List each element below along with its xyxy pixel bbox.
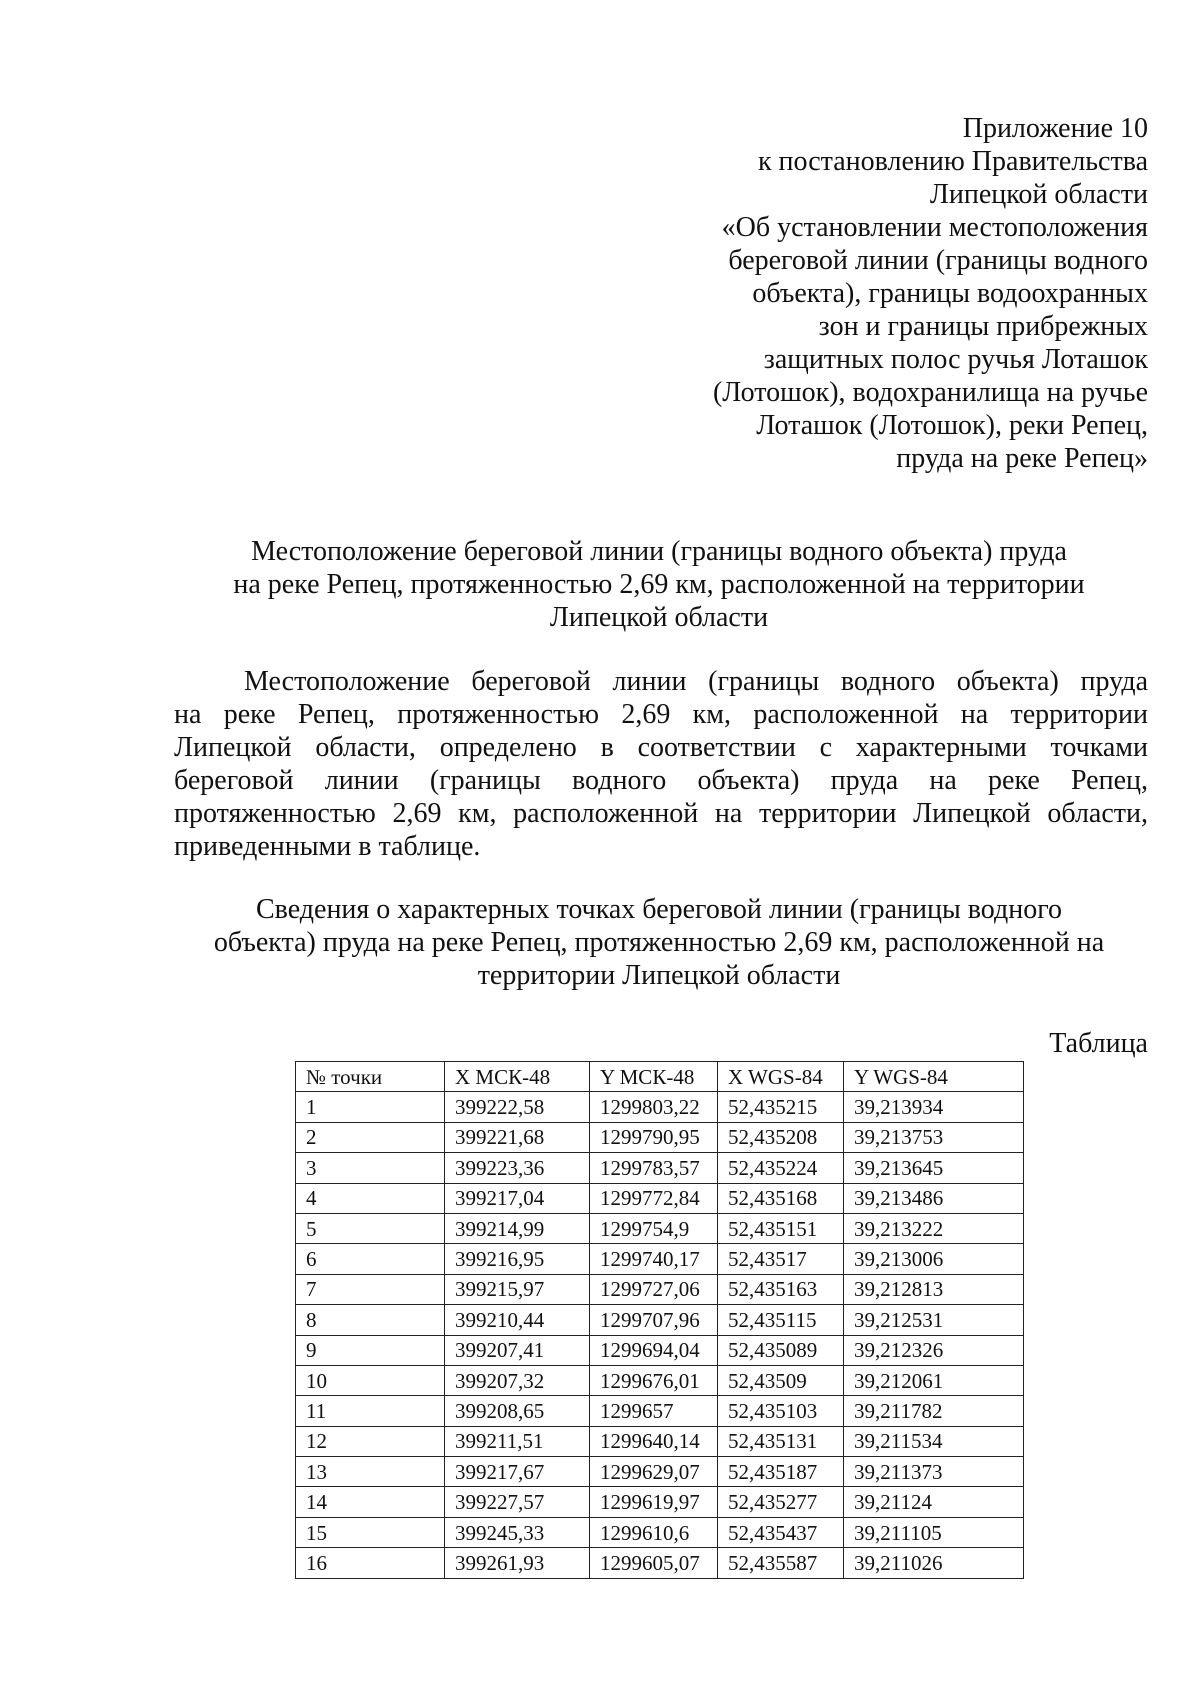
cell-point-number: 14 xyxy=(296,1487,445,1517)
cell-x-msk48: 399211,51 xyxy=(445,1426,590,1456)
table-row xyxy=(296,1487,1024,1517)
cell-y-wgs84: 39,211373 xyxy=(844,1457,1024,1487)
cell-y-msk48: 1299657 xyxy=(590,1396,718,1426)
cell-y-msk48: 1299629,07 xyxy=(590,1457,718,1487)
cell-x-msk48: 399214,99 xyxy=(445,1213,590,1243)
cell-x-wgs84: 52,435437 xyxy=(718,1517,844,1547)
cell-y-msk48: 1299754,9 xyxy=(590,1213,718,1243)
cell-x-wgs84: 52,435587 xyxy=(718,1548,844,1578)
cell-point-number: 3 xyxy=(296,1153,445,1183)
cell-x-wgs84: 52,435168 xyxy=(718,1183,844,1213)
cell-x-msk48: 399227,57 xyxy=(445,1487,590,1517)
appendix-line: объекта), границы водоохранных xyxy=(752,278,1148,309)
cell-y-wgs84: 39,213753 xyxy=(844,1122,1024,1152)
appendix-header xyxy=(600,112,1148,475)
cell-x-msk48: 399217,04 xyxy=(445,1183,590,1213)
cell-point-number: 2 xyxy=(296,1122,445,1152)
table-row xyxy=(296,1274,1024,1304)
cell-y-wgs84: 39,211105 xyxy=(844,1517,1024,1547)
cell-x-wgs84: 52,435103 xyxy=(718,1396,844,1426)
cell-y-wgs84: 39,212061 xyxy=(844,1365,1024,1395)
appendix-line: (Лотошок), водохранилища на ручье xyxy=(712,377,1148,408)
column-header-x-msk48: X МСК-48 xyxy=(445,1062,590,1092)
cell-y-wgs84: 39,21124 xyxy=(844,1487,1024,1517)
cell-x-wgs84: 52,435277 xyxy=(718,1487,844,1517)
cell-x-msk48: 399221,68 xyxy=(445,1122,590,1152)
cell-x-msk48: 399208,65 xyxy=(445,1396,590,1426)
cell-x-wgs84: 52,43517 xyxy=(718,1244,844,1274)
cell-point-number: 6 xyxy=(296,1244,445,1274)
appendix-line: пруда на реке Репец» xyxy=(896,443,1148,474)
cell-point-number: 12 xyxy=(296,1426,445,1456)
table-label: Таблица xyxy=(1049,1028,1148,1059)
table-row xyxy=(296,1426,1024,1456)
table-body xyxy=(296,1092,1024,1578)
table-row xyxy=(296,1213,1024,1243)
cell-x-msk48: 399210,44 xyxy=(445,1305,590,1335)
appendix-line: «Об установлении местоположения xyxy=(721,212,1148,243)
cell-y-msk48: 1299605,07 xyxy=(590,1548,718,1578)
cell-x-msk48: 399207,41 xyxy=(445,1335,590,1365)
table-row xyxy=(296,1517,1024,1547)
document-title xyxy=(170,535,1148,634)
cell-y-msk48: 1299694,04 xyxy=(590,1335,718,1365)
cell-x-msk48: 399222,58 xyxy=(445,1092,590,1122)
cell-x-msk48: 399223,36 xyxy=(445,1153,590,1183)
title-line: Местоположение береговой линии (границы водного объекта) пруда xyxy=(251,536,1067,567)
cell-y-msk48: 1299707,96 xyxy=(590,1305,718,1335)
cell-y-msk48: 1299640,14 xyxy=(590,1426,718,1456)
cell-y-msk48: 1299676,01 xyxy=(590,1365,718,1395)
cell-y-msk48: 1299619,97 xyxy=(590,1487,718,1517)
column-header-x-wgs84: X WGS-84 xyxy=(718,1062,844,1092)
cell-point-number: 15 xyxy=(296,1517,445,1547)
body-paragraph xyxy=(174,665,1148,863)
cell-y-wgs84: 39,213006 xyxy=(844,1244,1024,1274)
cell-point-number: 1 xyxy=(296,1092,445,1122)
cell-x-msk48: 399261,93 xyxy=(445,1548,590,1578)
cell-point-number: 4 xyxy=(296,1183,445,1213)
cell-y-wgs84: 39,213486 xyxy=(844,1183,1024,1213)
column-header-y-wgs84: Y WGS-84 xyxy=(844,1062,1024,1092)
cell-y-msk48: 1299783,57 xyxy=(590,1153,718,1183)
cell-point-number: 16 xyxy=(296,1548,445,1578)
cell-y-wgs84: 39,213934 xyxy=(844,1092,1024,1122)
table-row xyxy=(296,1365,1024,1395)
cell-x-msk48: 399216,95 xyxy=(445,1244,590,1274)
cell-x-msk48: 399217,67 xyxy=(445,1457,590,1487)
table-row xyxy=(296,1183,1024,1213)
table-caption xyxy=(170,893,1148,992)
cell-point-number: 7 xyxy=(296,1274,445,1304)
column-header-y-msk48: Y МСК-48 xyxy=(590,1062,718,1092)
table-caption-line: Сведения о характерных точках береговой линии (границы водного xyxy=(255,894,1062,925)
cell-point-number: 10 xyxy=(296,1365,445,1395)
cell-y-msk48: 1299803,22 xyxy=(590,1092,718,1122)
cell-point-number: 8 xyxy=(296,1305,445,1335)
cell-x-wgs84: 52,435208 xyxy=(718,1122,844,1152)
column-header-point-number: № точки xyxy=(296,1062,445,1092)
table-row xyxy=(296,1396,1024,1426)
coordinates-table xyxy=(295,1061,1024,1579)
cell-x-wgs84: 52,435187 xyxy=(718,1457,844,1487)
cell-x-wgs84: 52,435215 xyxy=(718,1092,844,1122)
cell-y-msk48: 1299740,17 xyxy=(590,1244,718,1274)
cell-y-msk48: 1299610,6 xyxy=(590,1517,718,1547)
table-header-row xyxy=(296,1062,1024,1092)
cell-y-wgs84: 39,212813 xyxy=(844,1274,1024,1304)
cell-x-wgs84: 52,435115 xyxy=(718,1305,844,1335)
cell-y-msk48: 1299772,84 xyxy=(590,1183,718,1213)
appendix-line: зон и границы прибрежных xyxy=(818,311,1148,342)
appendix-line: к постановлению Правительства xyxy=(757,146,1148,177)
cell-y-wgs84: 39,211026 xyxy=(844,1548,1024,1578)
cell-point-number: 13 xyxy=(296,1457,445,1487)
body-line: протяженностью 2,69 км, расположенной на территории Липецкой области, xyxy=(174,798,1148,829)
cell-x-wgs84: 52,435163 xyxy=(718,1274,844,1304)
body-line: приведенными в таблице. xyxy=(174,831,481,862)
cell-point-number: 5 xyxy=(296,1213,445,1243)
title-line: на реке Репец, протяженностью 2,69 км, расположенной на территории xyxy=(233,569,1085,600)
cell-x-wgs84: 52,435224 xyxy=(718,1153,844,1183)
appendix-line: Лоташок (Лотошок), реки Репец, xyxy=(756,410,1148,441)
cell-y-wgs84: 39,211534 xyxy=(844,1426,1024,1456)
appendix-line: Липецкой области xyxy=(929,179,1148,210)
cell-y-wgs84: 39,211782 xyxy=(844,1396,1024,1426)
body-line: на реке Репец, протяженностью 2,69 км, расположенной на территории xyxy=(174,699,1148,730)
table-row xyxy=(296,1153,1024,1183)
cell-y-wgs84: 39,212326 xyxy=(844,1335,1024,1365)
table-row xyxy=(296,1122,1024,1152)
cell-x-msk48: 399245,33 xyxy=(445,1517,590,1547)
table-row xyxy=(296,1457,1024,1487)
title-line: Липецкой области xyxy=(549,602,769,633)
appendix-line: береговой линии (границы водного xyxy=(728,245,1148,276)
table-row xyxy=(296,1092,1024,1122)
cell-x-wgs84: 52,435131 xyxy=(718,1426,844,1456)
cell-point-number: 11 xyxy=(296,1396,445,1426)
cell-x-msk48: 399207,32 xyxy=(445,1365,590,1395)
body-line: Липецкой области, определено в соответствии с характерными точками xyxy=(174,732,1148,763)
cell-x-wgs84: 52,435089 xyxy=(718,1335,844,1365)
cell-y-wgs84: 39,212531 xyxy=(844,1305,1024,1335)
table-row xyxy=(296,1548,1024,1578)
cell-point-number: 9 xyxy=(296,1335,445,1365)
body-line: Местоположение береговой линии (границы водного объекта) пруда xyxy=(244,666,1148,697)
body-line: береговой линии (границы водного объекта) пруда на реке Репец, xyxy=(174,765,1148,796)
appendix-line: Приложение 10 xyxy=(962,113,1148,144)
appendix-line: защитных полос ручья Лоташок xyxy=(763,344,1148,375)
table-row xyxy=(296,1305,1024,1335)
cell-x-wgs84: 52,43509 xyxy=(718,1365,844,1395)
table-row xyxy=(296,1335,1024,1365)
cell-y-wgs84: 39,213645 xyxy=(844,1153,1024,1183)
table-caption-line: территории Липецкой области xyxy=(477,960,841,991)
cell-x-wgs84: 52,435151 xyxy=(718,1213,844,1243)
cell-y-msk48: 1299727,06 xyxy=(590,1274,718,1304)
cell-y-msk48: 1299790,95 xyxy=(590,1122,718,1152)
table-row xyxy=(296,1244,1024,1274)
cell-x-msk48: 399215,97 xyxy=(445,1274,590,1304)
table-caption-line: объекта) пруда на реке Репец, протяженностью 2,69 км, расположенной на xyxy=(213,927,1105,958)
cell-y-wgs84: 39,213222 xyxy=(844,1213,1024,1243)
